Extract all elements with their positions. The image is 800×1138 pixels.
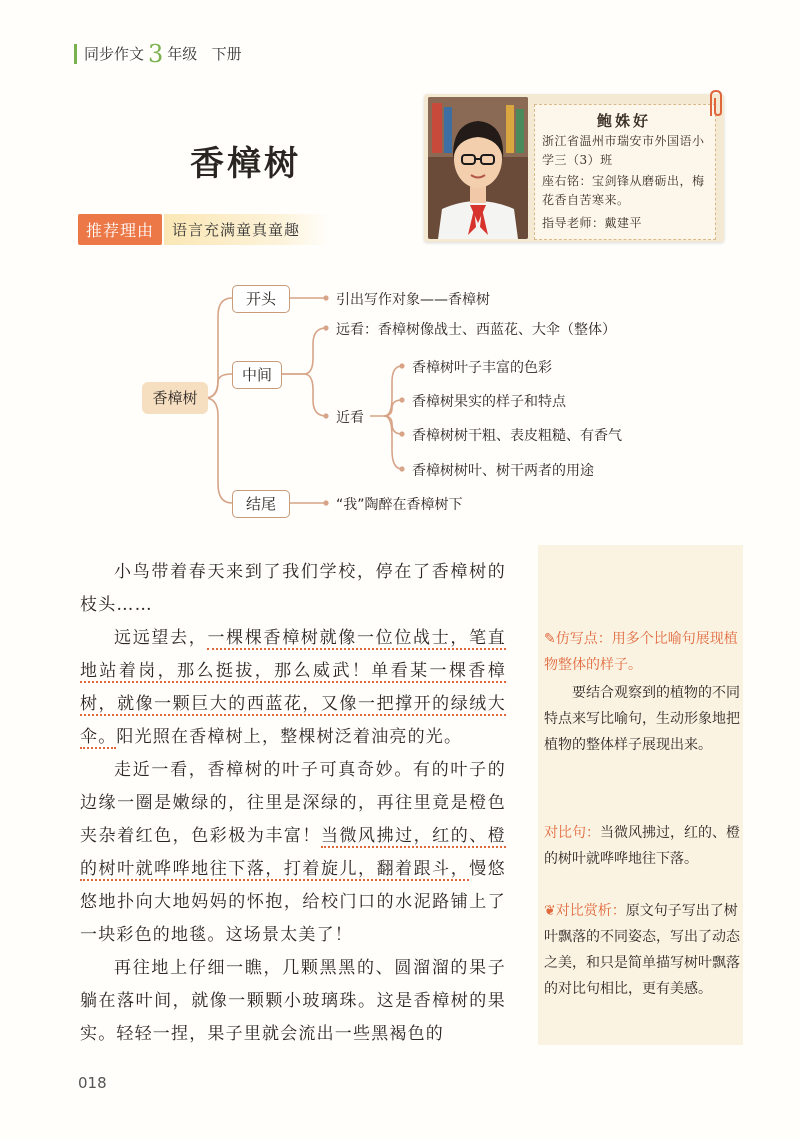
pencil-icon: ✎ bbox=[544, 631, 556, 647]
mindmap-near-label: 近看 bbox=[336, 410, 364, 426]
paragraph-3-lead: 走近一看，香樟树的叶子可真奇妙。有的叶子的边缘一圈是嫩绿的，往里是深绿的，再往里竟是橙色夹杂着红色，色彩极为丰富！ bbox=[80, 760, 506, 846]
appreciation-label: 对比赏析： bbox=[555, 903, 626, 919]
highlighted-simile-sentence: 一棵棵香樟树就像一位位战士，笔直地站着岗，那么挺拔，那么威武！单看某一棵香樟树，就像一颗巨大的西蓝花，又像一把撑开的绿绒大伞。 bbox=[80, 628, 507, 747]
author-motto: 座右铭：宝剑锋从磨砺出，梅花香自苦寒来。 bbox=[542, 174, 705, 207]
mindmap-opening-text: 引出写作对象——香樟树 bbox=[336, 292, 490, 308]
paragraph-3 bbox=[80, 754, 506, 952]
mindmap-node-opening: 开头 bbox=[232, 285, 290, 313]
imitation-note bbox=[544, 626, 740, 678]
appreciation-text: 原文句子写出了树叶飘落的不同姿态，写出了动态之美，和只是简单描写树叶飘落的对比句相比，更有美感。 bbox=[544, 903, 740, 997]
mindmap-near-item: 香樟树树干粗、表皮粗糙、有香气 bbox=[412, 428, 622, 444]
mindmap-near-item: 香樟树叶子丰富的色彩 bbox=[412, 360, 552, 376]
mindmap-near-item: 香樟树树叶、树干两者的用途 bbox=[412, 463, 594, 479]
paragraph-4: 再往地上仔细一瞧，几颗黑黑的、圆溜溜的果子躺在落叶间，就像一颗颗小玻璃珠。这是香樟树的果实。轻轻一捏，果子里就会流出一些黑褐色的 bbox=[80, 958, 506, 1044]
reason-text: 语言充满童真童趣 bbox=[164, 214, 330, 245]
sprout-icon: ❦ bbox=[544, 903, 556, 919]
book-header bbox=[84, 40, 242, 68]
paragraph-3-tail: 慢悠悠地扑向大地妈妈的怀抱，给校门口的水泥路铺上了一块彩色的地毯。这场景太美了！ bbox=[80, 859, 507, 945]
mindmap-far-view: 远看：香樟树像战士、西蓝花、大伞（整体） bbox=[336, 322, 616, 338]
imitation-note-title: 用多个比喻句展现植物整体的样子。 bbox=[544, 631, 738, 673]
paragraph-2-lead: 远远望去， bbox=[114, 628, 208, 648]
imitation-note-body: 要结合观察到的植物的不同特点来写比喻句，生动形象地把植物的整体样子展现出来。 bbox=[544, 685, 740, 753]
imitation-note-label: 仿写点： bbox=[555, 631, 612, 647]
mindmap-node-middle: 中间 bbox=[232, 361, 282, 389]
paragraph-1: 小鸟带着春天来到了我们学校，停在了香樟树的枝头…… bbox=[80, 562, 506, 615]
page-title: 香樟树 bbox=[190, 144, 301, 184]
header-volume: 下册 bbox=[211, 45, 242, 63]
author-school: 浙江省温州市瑞安市外国语小学三（3）班 bbox=[542, 134, 705, 167]
author-teacher: 指导老师：戴建平 bbox=[542, 216, 643, 230]
header-grade-number: 3 bbox=[148, 40, 164, 68]
header-grade: 年级 bbox=[167, 45, 198, 63]
page-number: 018 bbox=[78, 1074, 107, 1092]
mindmap-ending-text: “我”陶醉在香樟树下 bbox=[336, 497, 463, 513]
highlighted-contrast-sentence: 当微风拂过，红的、橙的树叶就哗哗地往下落，打着旋儿，翻着跟斗， bbox=[80, 826, 506, 879]
paragraph-2-tail: 阳光照在香樟树上，整棵树泛着油亮的光。 bbox=[116, 727, 463, 747]
contrast-label: 对比句： bbox=[544, 825, 600, 841]
contrast-sentence-note bbox=[544, 820, 740, 872]
contrast-text: 当微风拂过，红的、橙的树叶就哗哗地往下落。 bbox=[544, 825, 740, 867]
header-accent-bar bbox=[74, 44, 77, 64]
header-prefix: 同步作文 bbox=[84, 45, 145, 63]
author-name: 鲍姝好 bbox=[596, 112, 651, 130]
paragraph-2 bbox=[80, 622, 506, 754]
reason-tag: 推荐理由 bbox=[78, 214, 162, 245]
mindmap-root: 香樟树 bbox=[142, 382, 208, 414]
appreciation-note bbox=[544, 898, 740, 1002]
mindmap-node-ending: 结尾 bbox=[232, 490, 290, 518]
mindmap-near-item: 香樟树果实的样子和特点 bbox=[412, 394, 566, 410]
author-photo bbox=[428, 97, 528, 239]
